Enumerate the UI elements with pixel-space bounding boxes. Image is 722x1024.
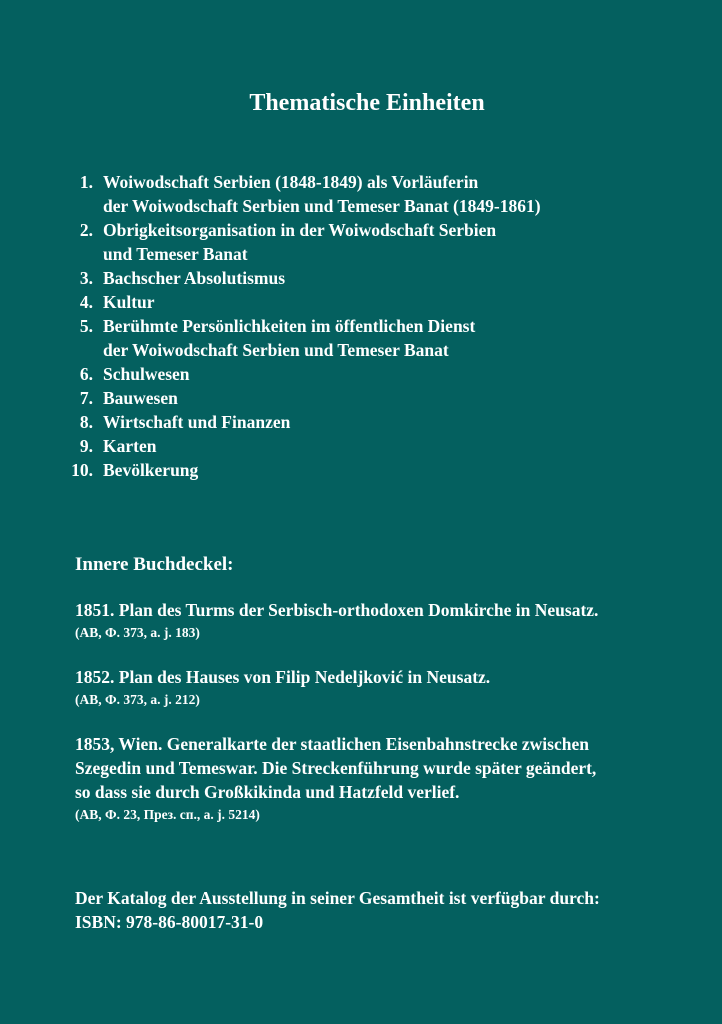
list-item-text: der Woiwodschaft Serbien und Temeser Banat [103, 340, 449, 360]
list-item-text: Wirtschaft und Finanzen [103, 412, 291, 432]
list-item [62, 458, 662, 482]
entry-description: 1851. Plan des Turms der Serbisch-orthodoxen Domkirche in Neusatz. [75, 600, 599, 620]
entry-description: 1852. Plan des Hauses von Filip Nedeljković in Neusatz. [75, 667, 491, 687]
list-item-number: 5. [79, 316, 93, 336]
list-item-number: 7. [79, 388, 93, 408]
list-item-text: Bevölkerung [103, 460, 199, 480]
list-item-text: Obrigkeitsorganisation in der Woiwodschaft Serbien [103, 220, 497, 240]
thematic-units-list [62, 170, 662, 482]
list-item-text: Bachscher Absolutismus [103, 268, 286, 288]
list-item-text: und Temeser Banat [103, 244, 248, 264]
list-item-text: Woiwodschaft Serbien (1848-1849) als Vorläuferin [103, 172, 479, 192]
entry-description: Szegedin und Temeswar. Die Streckenführung wurde später geändert, [75, 758, 597, 778]
list-item [62, 410, 662, 434]
list-item-number: 2. [79, 220, 93, 240]
catalog-note [75, 886, 695, 934]
list-item-text: Berühmte Persönlichkeiten im öffentlichen Dienst [103, 316, 476, 336]
catalog-availability-text: Der Katalog der Ausstellung in seiner Gesamtheit ist verfügbar durch: [75, 888, 600, 908]
archive-reference: (АВ, Ф. 23, През. сп., a. j. 5214) [75, 807, 260, 822]
list-item-text: der Woiwodschaft Serbien und Temeser Banat (1849-1861) [103, 196, 541, 216]
archive-reference: (АВ, Ф. 373, a. j. 212) [75, 692, 200, 707]
list-item-text: Kultur [103, 292, 155, 312]
isbn-number: ISBN: 978-86-80017-31-0 [75, 912, 264, 932]
list-item [62, 386, 662, 410]
list-item [62, 434, 662, 458]
list-item-number: 9. [79, 436, 93, 456]
list-item-number: 8. [79, 412, 93, 432]
list-item [62, 218, 662, 266]
list-item-number: 1. [79, 172, 93, 192]
list-item-number: 6. [79, 364, 93, 384]
list-item [62, 314, 662, 362]
page-title: Thematische Einheiten [249, 90, 485, 116]
list-item-text: Schulwesen [103, 364, 190, 384]
list-item-text: Bauwesen [103, 388, 178, 408]
list-item-number: 3. [79, 268, 93, 288]
list-item [62, 290, 662, 314]
inner-cover-entry [75, 665, 695, 710]
list-item-number: 4. [79, 292, 93, 312]
list-item-text: Karten [103, 436, 157, 456]
inner-cover-entries [75, 598, 695, 847]
list-item [62, 170, 662, 218]
inner-cover-heading: Innere Buchdeckel: [75, 554, 234, 575]
list-item [62, 362, 662, 386]
list-item-number: 10. [71, 460, 93, 480]
inner-cover-entry [75, 598, 695, 643]
entry-description: so dass sie durch Großkikinda und Hatzfeld verlief. [75, 782, 460, 802]
archive-reference: (АВ, Ф. 373, a. j. 183) [75, 625, 200, 640]
inner-cover-entry [75, 732, 695, 825]
entry-description: 1853, Wien. Generalkarte der staatlichen Eisenbahnstrecke zwischen [75, 734, 589, 754]
list-item [62, 266, 662, 290]
